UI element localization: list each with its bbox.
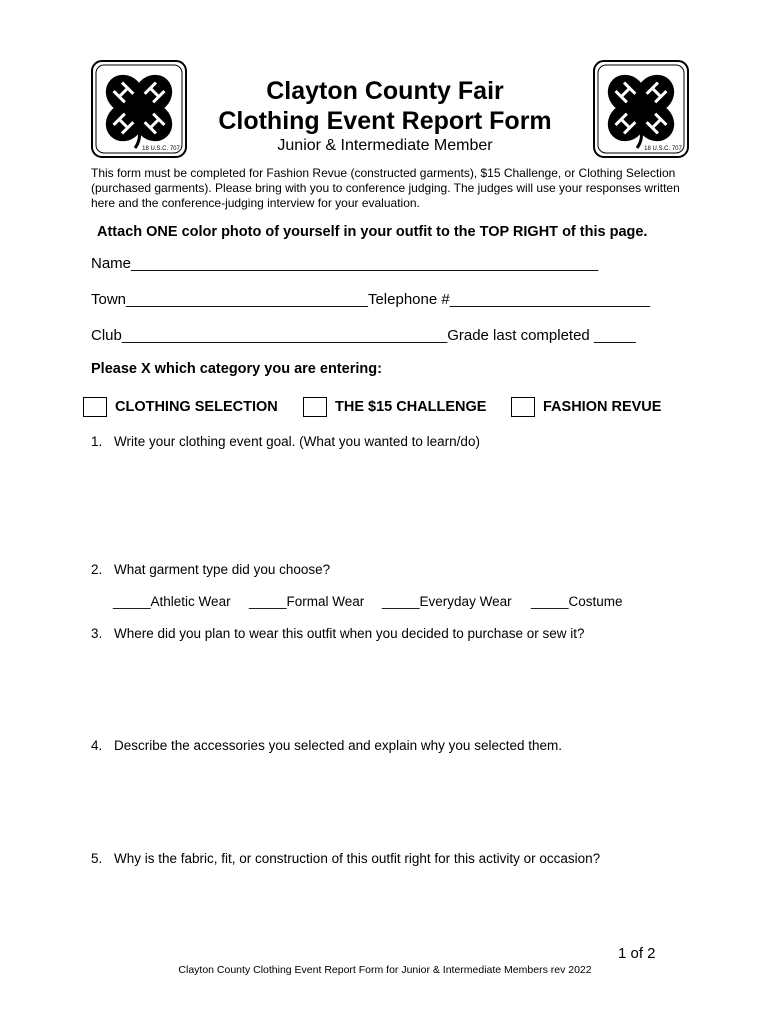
question-number: 3. xyxy=(91,626,103,641)
garment-option-athletic[interactable]: _____Athletic Wear xyxy=(113,594,231,609)
garment-option-formal[interactable]: _____Formal Wear xyxy=(249,594,365,609)
question-3 xyxy=(91,626,585,641)
town-field[interactable]: Town_____________________________ xyxy=(91,291,368,308)
page-number: 1 of 2 xyxy=(618,945,656,962)
question-text: What garment type did you choose? xyxy=(114,562,331,577)
category-label: FASHION REVUE xyxy=(543,399,662,415)
garment-option-costume[interactable]: _____Costume xyxy=(531,594,623,609)
question-number: 1. xyxy=(91,434,103,449)
question-text: Where did you plan to wear this outfit when you decided to purchase or sew it? xyxy=(114,626,585,641)
telephone-field[interactable]: Telephone #________________________ xyxy=(367,291,650,308)
checkbox[interactable] xyxy=(83,397,107,417)
category-15-challenge[interactable] xyxy=(303,396,486,418)
category-heading: Please X which category you are entering: xyxy=(91,361,382,377)
checkbox[interactable] xyxy=(511,397,535,417)
intro-paragraph: This form must be completed for Fashion Revue (constructed garments), $15 Challenge, or Clothing Selection (purchased garments). Please bring with you to conference judging. The judges will use your responses written here and the conference-judging interview for your evaluation. xyxy=(91,166,680,210)
category-label: CLOTHING SELECTION xyxy=(115,399,278,415)
question-number: 5. xyxy=(91,851,103,866)
question-4 xyxy=(91,738,562,753)
photo-instruction: Attach ONE color photo of yourself in your outfit to the TOP RIGHT of this page. xyxy=(97,224,648,240)
town-telephone-row xyxy=(91,291,650,308)
form-subtitle: Junior & Intermediate Member xyxy=(277,137,493,154)
category-fashion-revue[interactable] xyxy=(511,396,661,418)
svg-text:18 U.S.C. 707: 18 U.S.C. 707 xyxy=(142,146,180,152)
name-field[interactable]: Name________________________________________________________ xyxy=(91,255,599,272)
form-title-line1: Clayton County Fair xyxy=(266,77,504,105)
checkbox[interactable] xyxy=(303,397,327,417)
grade-field[interactable]: Grade last completed _____ xyxy=(447,327,636,344)
question-text: Describe the accessories you selected and explain why you selected them. xyxy=(114,738,562,753)
question-2 xyxy=(91,562,330,577)
question-5 xyxy=(91,851,600,866)
page-footer: Clayton County Clothing Event Report Form for Junior & Intermediate Members rev 2022 xyxy=(178,964,592,976)
question-text: Why is the fabric, fit, or construction of this outfit right for this activity or occasion? xyxy=(114,851,601,866)
garment-option-everyday[interactable]: _____Everyday Wear xyxy=(382,594,512,609)
question-1 xyxy=(91,434,480,449)
club-grade-row xyxy=(91,327,636,344)
club-field[interactable]: Club_______________________________________ xyxy=(91,327,448,344)
category-label: THE $15 CHALLENGE xyxy=(335,399,487,415)
question-text: Write your clothing event goal. (What you wanted to learn/do) xyxy=(114,434,480,449)
question-number: 2. xyxy=(91,562,103,577)
category-clothing-selection[interactable] xyxy=(83,396,278,418)
question-number: 4. xyxy=(91,738,103,753)
svg-text:18 U.S.C. 707: 18 U.S.C. 707 xyxy=(644,146,682,152)
form-title-line2: Clothing Event Report Form xyxy=(218,107,552,135)
